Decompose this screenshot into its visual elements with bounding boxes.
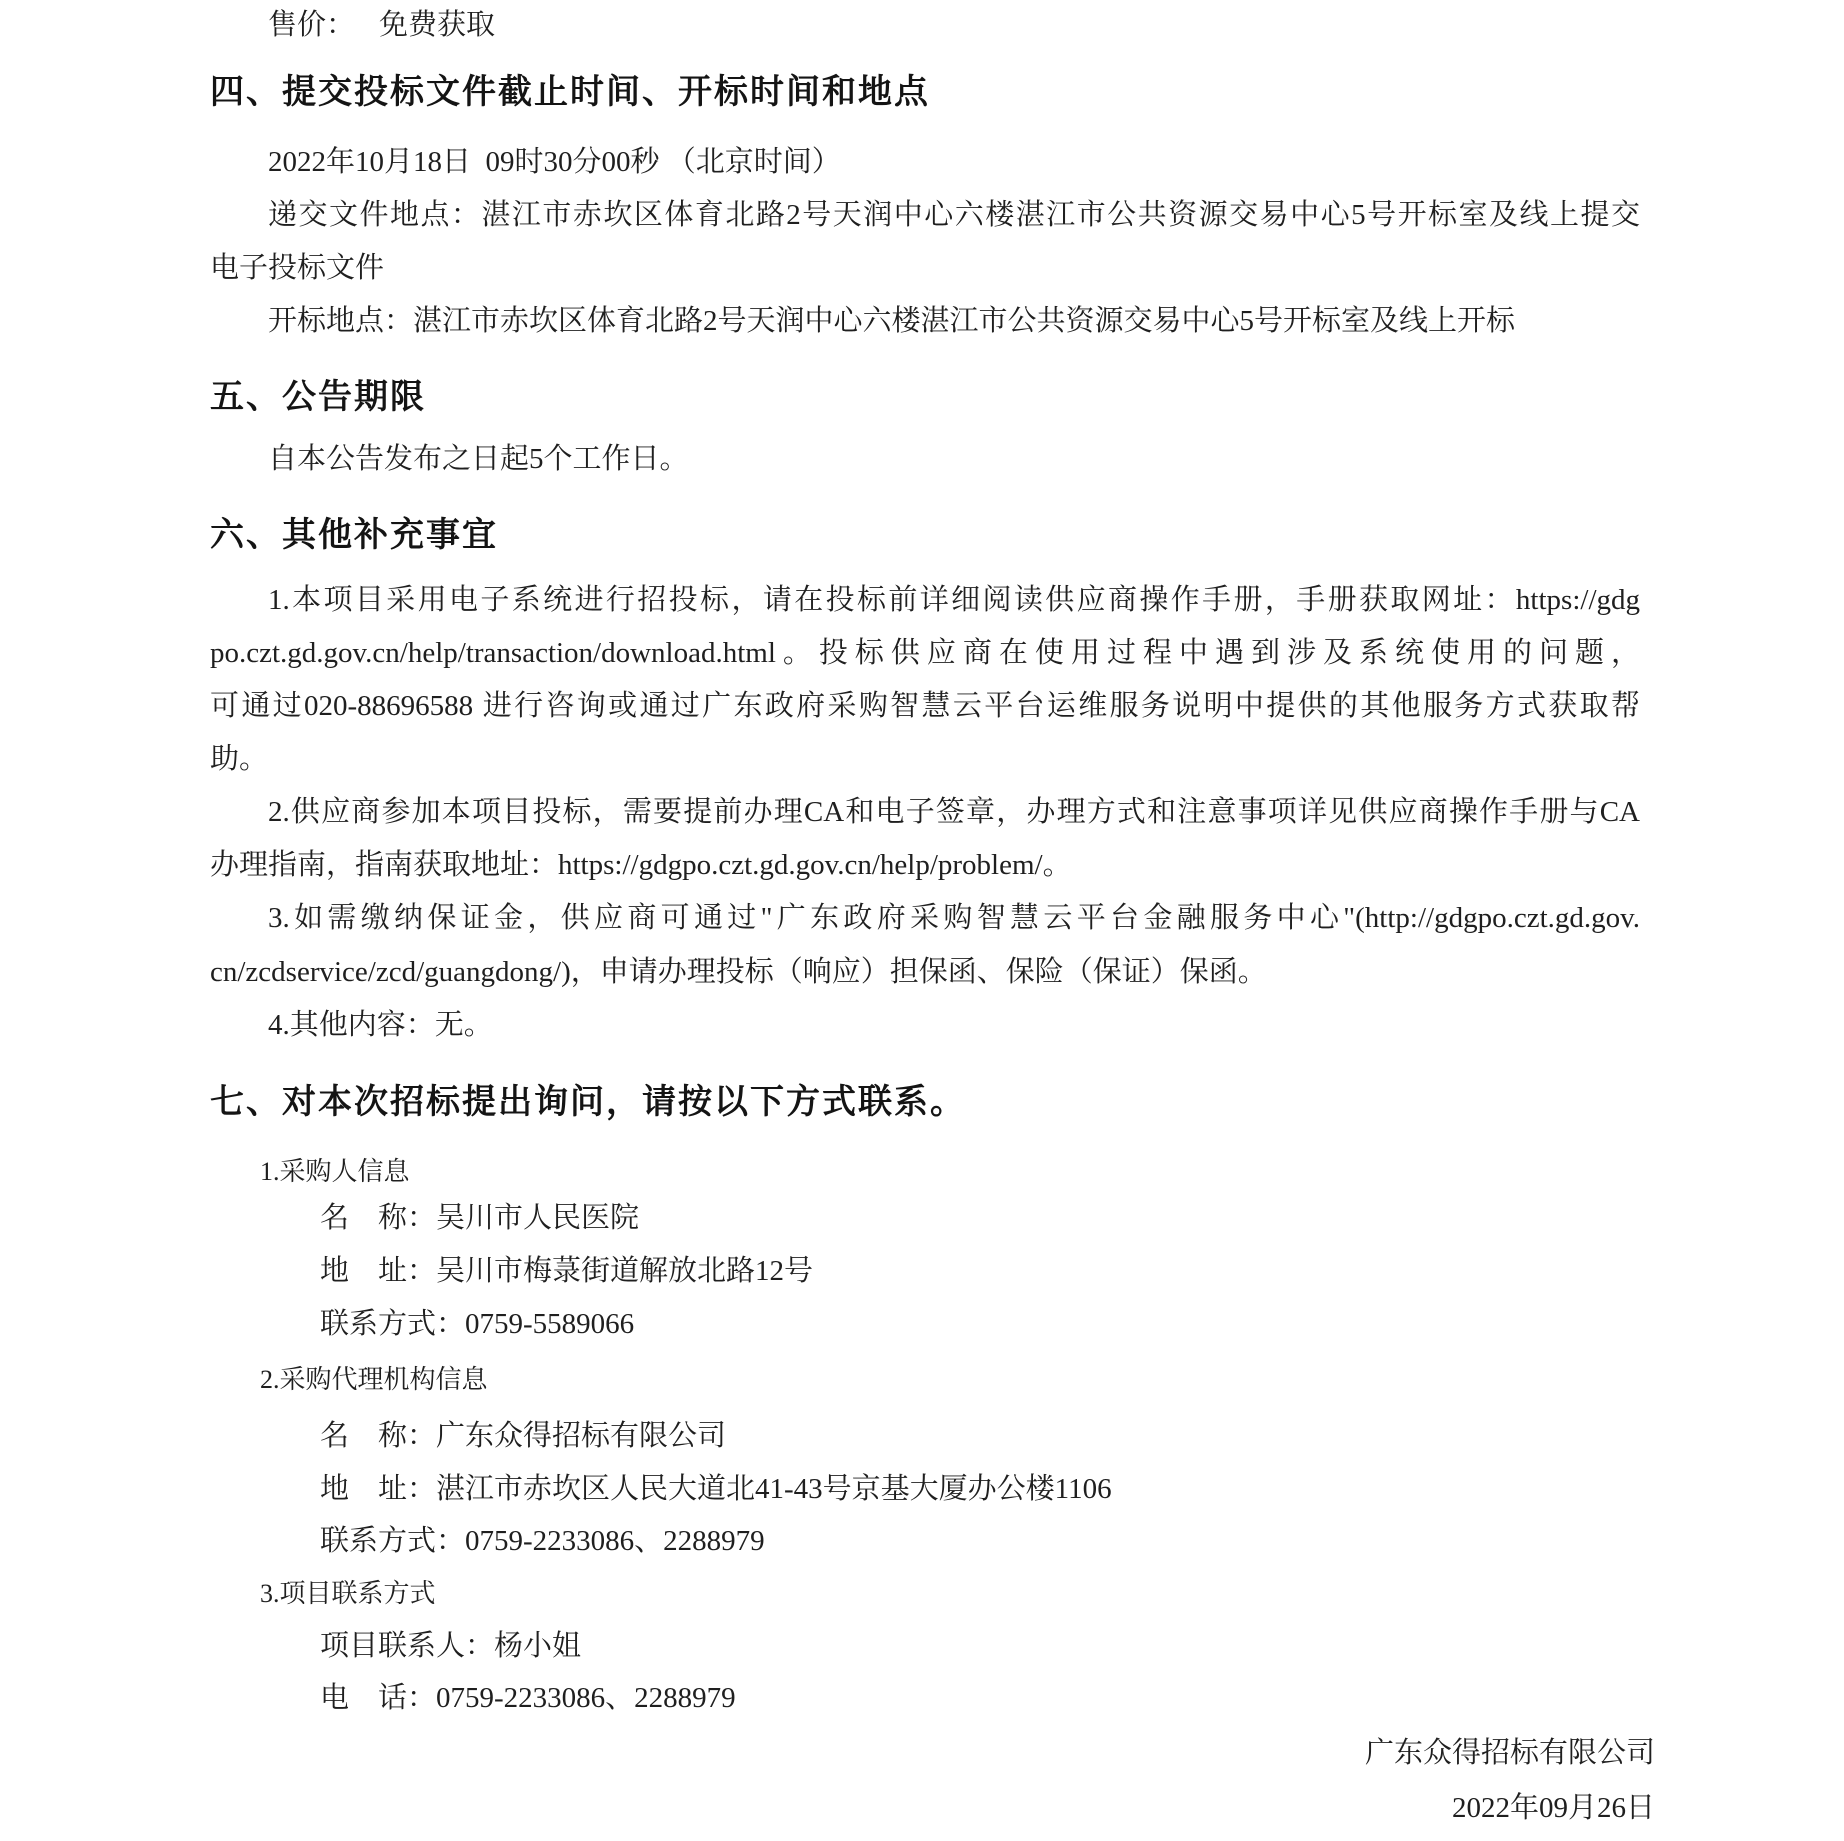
section4-submit-place-line2: 电子投标文件: [210, 252, 385, 284]
signature-company: 广东众得招标有限公司: [1364, 1737, 1655, 1769]
project-contact-title: 3.项目联系方式: [260, 1579, 436, 1608]
section6-paragraph2-line2: 办理指南，指南获取地址：https://gdgpo.czt.gd.gov.cn/help/problem/。: [210, 849, 1072, 881]
section6-paragraph3-line1: 3.如需缴纳保证金，供应商可通过"广东政府采购智慧云平台金融服务中心"(http://gdgpo.czt.gd.gov.: [268, 902, 1640, 934]
section4-submit-place-line1: 递交文件地点：湛江市赤坎区体育北路2号天润中心六楼湛江市公共资源交易中心5号开标室及线上提交: [268, 199, 1640, 231]
section6-paragraph1-line3: 可通过020-88696588 进行咨询或通过广东政府采购智慧云平台运维服务说明中提供的其他服务方式获取帮: [210, 690, 1640, 722]
section5-body: 自本公告发布之日起5个工作日。: [268, 443, 689, 475]
buyer-contact: 联系方式：0759-5589066: [320, 1308, 635, 1340]
section5-heading: 五、公告期限: [210, 379, 426, 416]
section6-heading: 六、其他补充事宜: [210, 517, 498, 554]
agency-info-title: 2.采购代理机构信息: [260, 1365, 488, 1394]
buyer-name: 名 称：吴川市人民医院: [320, 1202, 640, 1234]
section4-deadline: 2022年10月18日 09时30分00秒 （北京时间）: [268, 146, 841, 178]
section6-paragraph4: 4.其他内容：无。: [268, 1009, 493, 1041]
agency-address: 地 址：湛江市赤坎区人民大道北41-43号京基大厦办公楼1106: [320, 1473, 1112, 1505]
section6-paragraph1-line1: 1.本项目采用电子系统进行招投标，请在投标前详细阅读供应商操作手册，手册获取网址：https://gdg: [268, 584, 1640, 616]
section6-paragraph1-line4: 助。: [210, 743, 269, 775]
section4-heading: 四、提交投标文件截止时间、开标时间和地点: [210, 74, 930, 111]
signature-date: 2022年09月26日: [1451, 1792, 1655, 1824]
price-value: 免费获取: [379, 9, 496, 41]
agency-contact: 联系方式：0759-2233086、2288979: [320, 1525, 765, 1557]
section7-heading: 七、对本次招标提出询问，请按以下方式联系。: [210, 1084, 966, 1121]
price-label: 售价：: [268, 9, 356, 41]
section4-open-place-line: 开标地点：湛江市赤坎区体育北路2号天润中心六楼湛江市公共资源交易中心5号开标室及线上开标: [268, 305, 1516, 337]
section6-paragraph1-line2: po.czt.gd.gov.cn/help/transaction/download.html。投标供应商在使用过程中遇到涉及系统使用的问题，: [210, 637, 1640, 669]
agency-name: 名 称：广东众得招标有限公司: [320, 1420, 727, 1452]
buyer-info-title: 1.采购人信息: [260, 1157, 410, 1186]
section6-paragraph3-line2: cn/zcdservice/zcd/guangdong/)，申请办理投标（响应）担保函、保险（保证）保函。: [210, 956, 1267, 988]
project-contact-person: 项目联系人：杨小姐: [320, 1630, 582, 1662]
price-line: [268, 8, 495, 43]
project-contact-phone: 电 话：0759-2233086、2288979: [320, 1682, 736, 1714]
buyer-address: 地 址：吴川市梅菉街道解放北路12号: [320, 1255, 814, 1287]
section6-paragraph2-line1: 2.供应商参加本项目投标，需要提前办理CA和电子签章，办理方式和注意事项详见供应商操作手册与CA: [268, 796, 1640, 828]
